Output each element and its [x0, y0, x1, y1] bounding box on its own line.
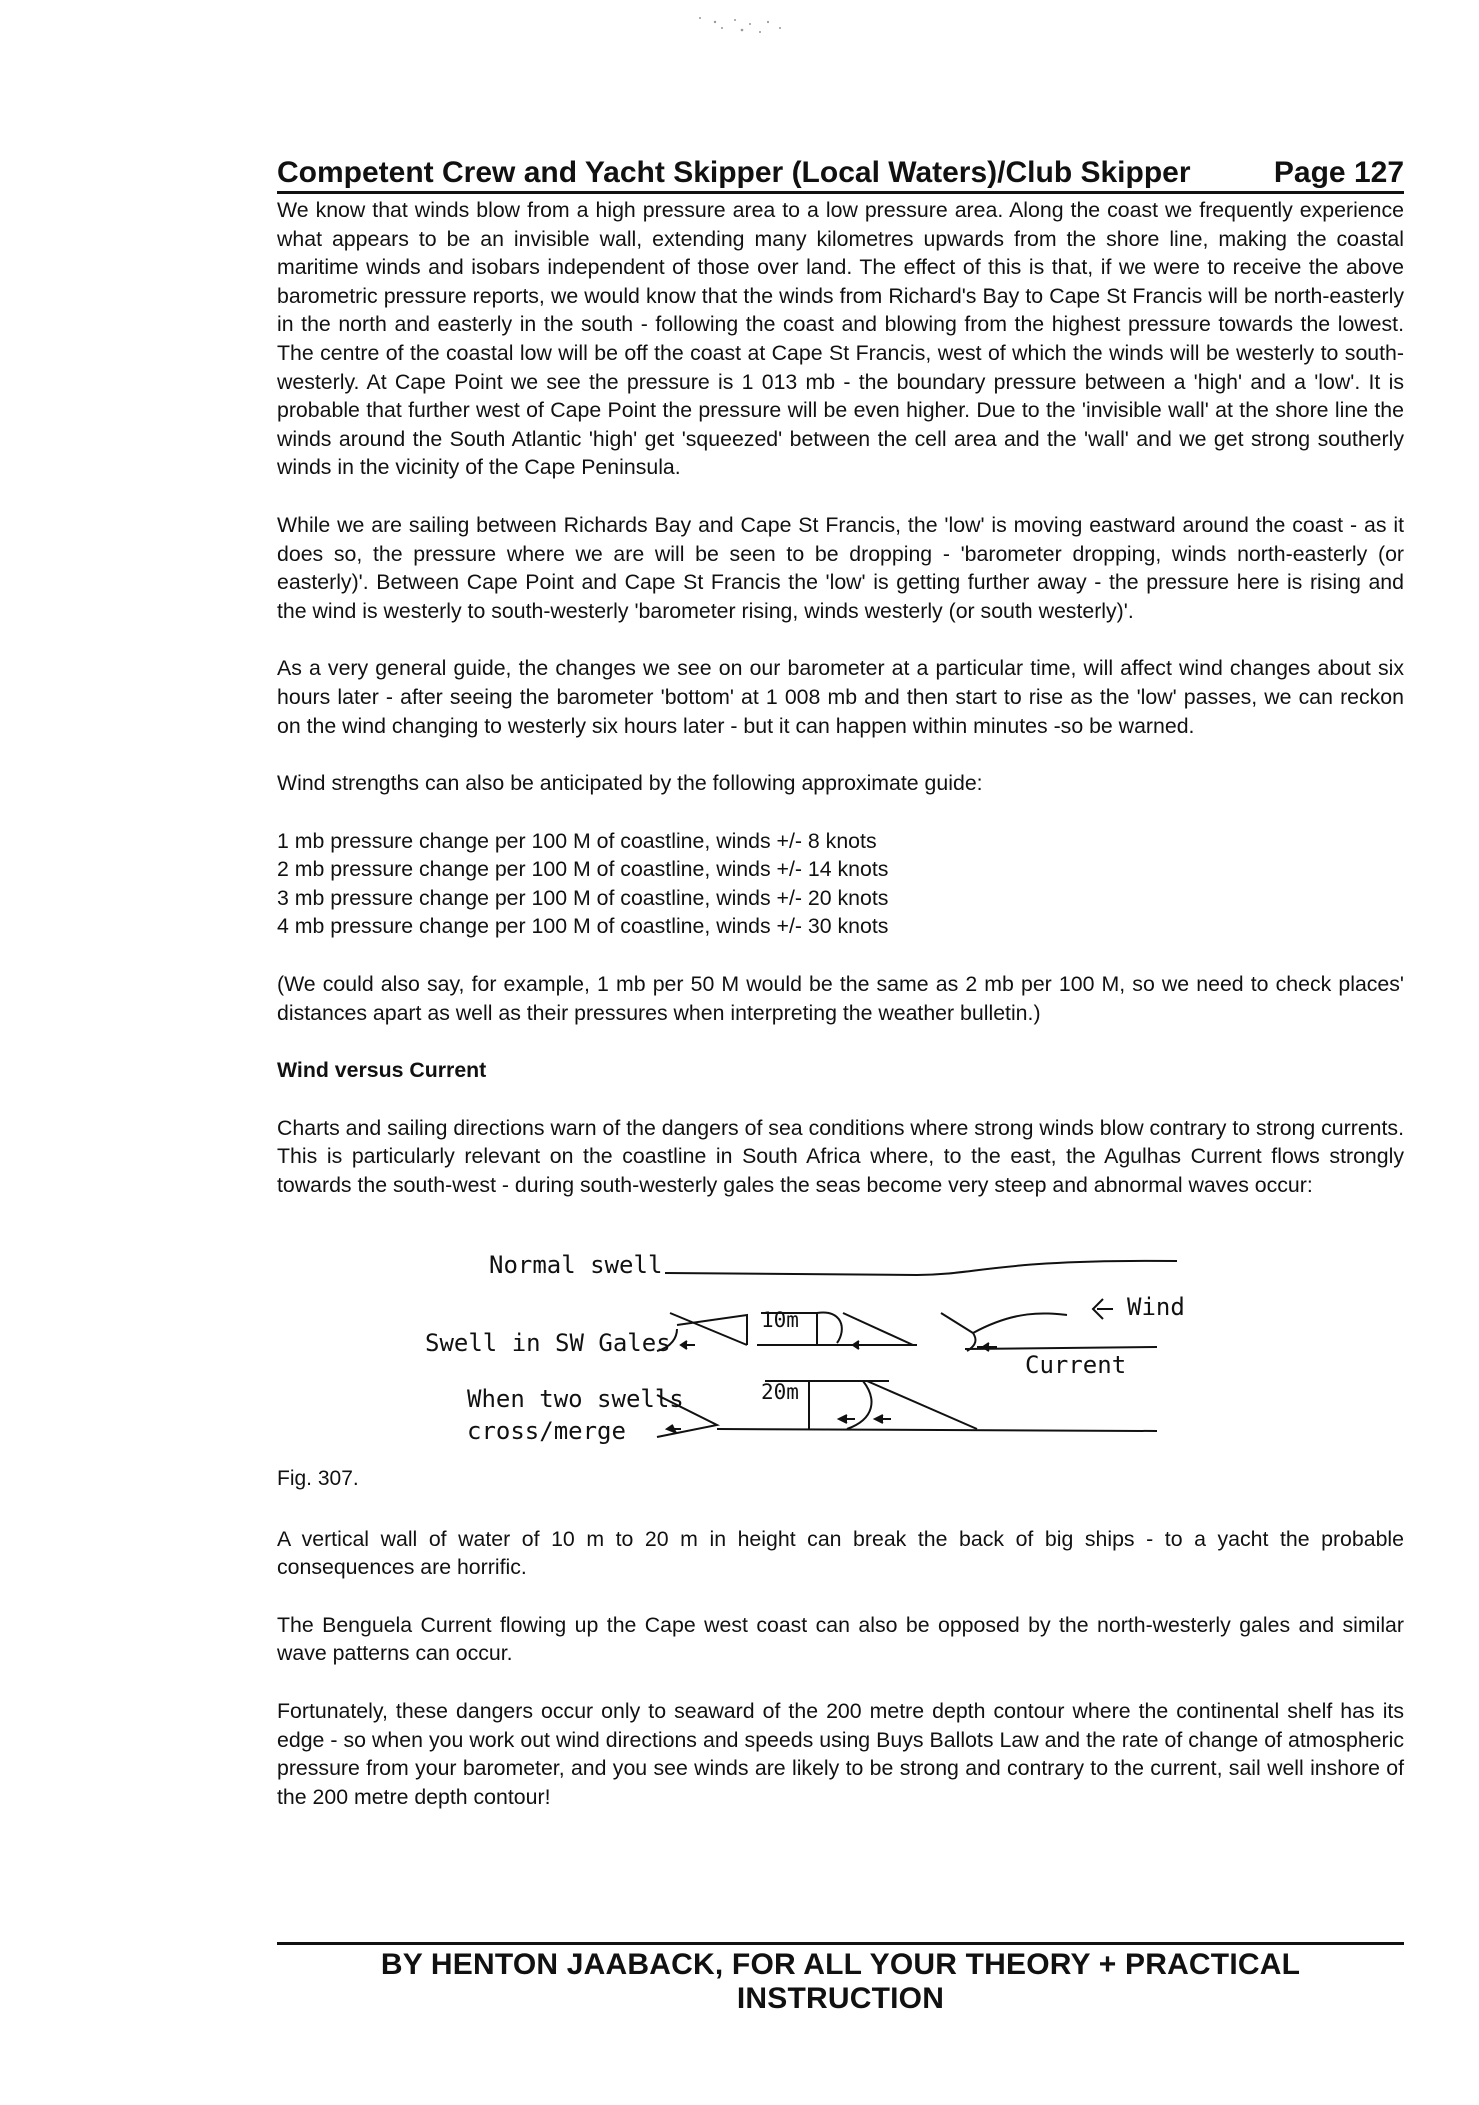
sea-line	[717, 1429, 1157, 1431]
wind-arrow-icon	[1093, 1299, 1113, 1319]
swell-diagram-svg	[277, 1229, 1404, 1507]
wave-crest	[941, 1313, 975, 1351]
figure-caption: Fig. 307.	[277, 1466, 359, 1490]
paragraph: Wind strengths can also be anticipated by the following approximate guide:	[277, 771, 983, 796]
list-item: 4 mb pressure change per 100 M of coastline, winds +/- 30 knots	[277, 914, 889, 939]
paragraph: The Benguela Current flowing up the Cape west coast can also be opposed by the north-westerly gales and similar wave patterns can occur.	[277, 1612, 1404, 1666]
current-arrow	[681, 1341, 687, 1349]
header-title: Competent Crew and Yacht Skipper (Local Waters)/Club Skipper	[277, 156, 1191, 189]
list-item: 3 mb pressure change per 100 M of coastline, winds +/- 20 knots	[277, 885, 889, 910]
page-number: Page 127	[1273, 156, 1404, 189]
page-footer: BY HENTON JAABACK, FOR ALL YOUR THEORY + PRACTICAL INSTRUCTION	[277, 1942, 1404, 2016]
current-label: Current	[1025, 1350, 1127, 1379]
paragraph: Charts and sailing directions warn of the dangers of sea conditions where strong winds blow contrary to strong currents. This is particularly relevant on the coastline in South Africa where, to the east, the Agulhas Current flows strongly towards the south-west - during south-westerly gales the seas become very steep and abnormal waves occur:	[277, 1115, 1404, 1198]
note-paragraph: (We could also say, for example, 1 mb per 50 M would be the same as 2 mb per 100 M, so we need to check places' distances apart as well as their pressures when interpreting the weather bulletin.)	[277, 972, 1404, 1025]
paragraph: A vertical wall of water of 10 m to 20 m in height can break the back of big ships - to a yacht the probable consequences are horrific.	[277, 1526, 1404, 1580]
pressure-guide-list	[277, 827, 1404, 941]
twenty-metre-label: 20m	[761, 1379, 799, 1404]
list-item: 2 mb pressure change per 100 M of coastline, winds +/- 14 knots	[277, 857, 889, 882]
two-swells-label: When two swells	[467, 1384, 684, 1413]
list-item: 1 mb pressure change per 100 M of coastline, winds +/- 8 knots	[277, 828, 877, 853]
wave-crest	[843, 1313, 913, 1345]
paragraph: We know that winds blow from a high pressure area to a low pressure area. Along the coast we frequently experience what appears to be an invisible wall, extending many kilometres upwards from the shore line, making the coastal maritime winds and isobars independent of those over land. The effect of this is that, if we were to receive the above barometric pressure reports, we would know that the winds from Richard's Bay to Cape St Francis will be north-easterly in the north and easterly in the south - following the coast and blowing from the highest pressure towards the lowest. The centre of the coastal low will be off the coast at Cape St Francis, west of which the winds will be westerly to south-westerly. At Cape Point we see the pressure is 1 013 mb - the boundary pressure between a 'high' and a 'low'. It is probable that further west of Cape Point the pressure will be even higher. Due to the 'invisible wall' at the shore line the winds around the South Atlantic 'high' get 'squeezed' between the cell area and the 'wall' and we get strong southerly winds in the vicinity of the Cape Peninsula.	[277, 198, 1404, 480]
cross-merge-label: cross/merge	[467, 1416, 626, 1445]
normal-swell-line	[665, 1260, 1177, 1274]
wind-label: Wind	[1127, 1292, 1185, 1321]
sw-gales-label: Swell in SW Gales	[425, 1328, 671, 1357]
section-heading: Wind versus Current	[277, 1058, 487, 1083]
scan-artifact	[660, 8, 820, 48]
wave-crest	[973, 1313, 1067, 1333]
wave-crest	[670, 1313, 747, 1345]
paragraph: Fortunately, these dangers occur only to seaward of the 200 metre depth contour where the continental shelf has its edge - so when you work out wind directions and speeds using Buys Ballots Law and the rate of change of atmospheric pressure from your barometer, and you see winds are likely to be strong and contrary to the current, sail well inshore of the 200 metre depth contour!	[277, 1699, 1404, 1809]
body-text	[277, 196, 1404, 1840]
paragraph: As a very general guide, the changes we see on our barometer at a particular time, will affect wind changes about six hours later - after seeing the barometer 'bottom' at 1 008 mb and then start to rise as the 'low' passes, we can reckon on the wind changing to westerly six hours later - but it can happen within minutes -so be warned.	[277, 656, 1404, 738]
wave-crest	[847, 1381, 871, 1429]
wave-crest	[817, 1312, 842, 1343]
paragraph: While we are sailing between Richards Bay and Cape St Francis, the 'low' is moving eastward around the coast - as it does so, the pressure where we are will be seen to be dropping - 'barometer dropping, winds north-easterly (or easterly)'. Between Cape Point and Cape St Francis the 'low' is getting further away - the pressure here is rising and the wind is westerly to south-westerly 'barometer rising, winds westerly (or south westerly)'.	[277, 512, 1404, 623]
page-header	[277, 156, 1404, 194]
swell-diagram	[277, 1229, 1404, 1507]
current-arrow	[853, 1341, 859, 1349]
normal-swell-label: Normal swell	[489, 1250, 663, 1279]
wave-crest	[867, 1381, 977, 1429]
ten-metre-label: 10m	[761, 1307, 799, 1332]
